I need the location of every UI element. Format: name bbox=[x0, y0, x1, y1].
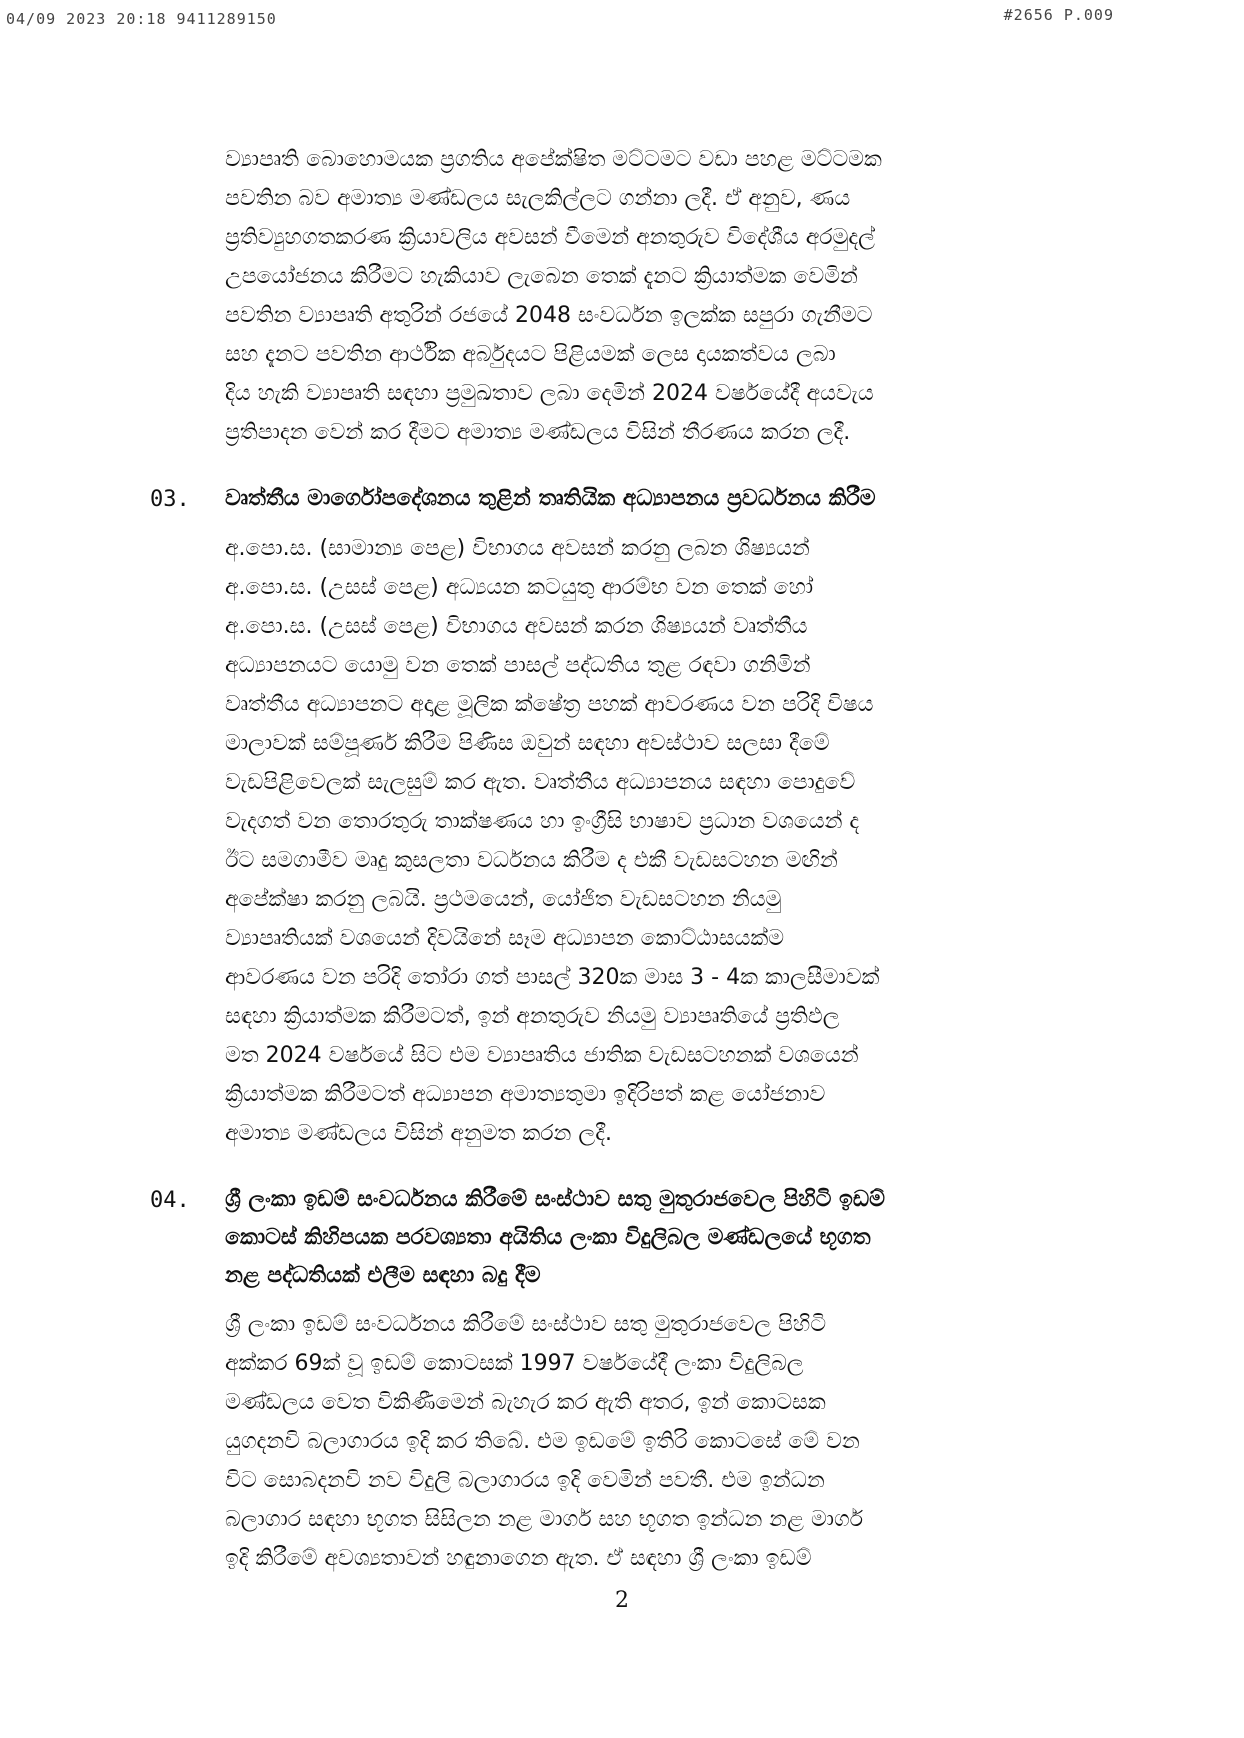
fax-header-right: #2656 P.009 bbox=[1003, 6, 1114, 24]
section-04 bbox=[150, 1181, 1080, 1295]
section-number: 03. bbox=[150, 487, 190, 512]
section-number: 04. bbox=[150, 1188, 190, 1213]
page-number: 2 bbox=[615, 1588, 629, 1613]
section-03 bbox=[150, 480, 1080, 519]
document-body bbox=[150, 140, 1080, 1578]
section-04-body: ශ්‍රී ලංකා ඉඩම් සංවර්ධනය කිරීමේ සංස්ථාව සතු මුතුරාජවෙල පිහිටි අක්කර 69ක් වූ ඉඩම් කොටසක් 1997 වර්ෂයේදී ලංකා විදුලිබල මණ්ඩලය වෙත විකිණීමෙන් බැහැර කර ඇති අතර, ඉන් කොටසක යුගදනවි බලාගාරය ඉදි කර තිබේ. එම ඉඩමේ ඉතිරි කොටසේ මේ වන විට සොබදනවි නව විදුලි බලාගාරය ඉදි වෙමින් පවතී. එම ඉන්ධන බලාගාර සඳහා භූගත සිසිලන නළ මාර්ග සහ භූගත ඉන්ධන නළ මාර්ග ඉදි කිරීමේ අවශ්‍යතාවන් හඳුනාගෙන ඇත. ඒ සඳහා ශ්‍රී ලංකා ඉඩම් bbox=[225, 1312, 864, 1571]
section-03-body: අ.පො.ස. (සාමාන්‍ය පෙළ) විභාගය අවසන් කරනු ලබන ශිෂ්‍යයන් අ.පො.ස. (උසස් පෙළ) අධ්‍යයන කටයුතු ආරම්භ වන තෙක් හෝ අ.පො.ස. (උසස් පෙළ) විභාගය අවසන් කරන ශිෂ්‍යයන් වෘත්තීය අධ්‍යාපනයට යොමු වන තෙක් පාසල් පද්ධතිය තුළ රඳවා ගනිමින් වෘත්තීය අධ්‍යාපනට අදාළ මූලික ක්ෂේත්‍ර පහක් ආවරණය වන පරිදි විෂය මාලාවක් සම්පූර්ණ කිරීම පිණිස ඔවුන් සඳහා අවස්ථාව සලසා දීමේ වැඩපිළිවෙලක් සැලසුම් කර ඇත. වෘත්තීය අධ්‍යාපනය සඳහා පොදුවේ වැදගත් වන තොරතුරු තාක්ෂණය හා ඉංග්‍රීසි භාෂාව ප්‍රධාන වශයෙන් ද ඊට සමගාමීව මෘදු කුසලතා වර්ධනය කිරීම ද එකී වැඩසටහන මඟින් අපේක්ෂා කරනු ලබයි. ප්‍රථමයෙන්, යෝජිත වැඩසටහන නියමු ව්‍යාපෘතියක් වශයෙන් දිවයිනේ සෑම අධ්‍යාපන කොට්ඨාසයක්ම ආවරණය වන පරිදි තෝරා ගත් පාසල් 320ක මාස 3 - 4ක කාලසීමාවක් සඳහා ක්‍රියාත්මක කිරීමටත්, ඉන් අනතුරුව නියමු ව්‍යාපෘතියේ ප්‍රතිඵල මත 2024 වර්ෂයේ සිට එම ව්‍යාපෘතිය ජාතික වැඩසටහනක් වශයෙන් ක්‍රියාත්මක කිරීමටත් අධ්‍යාපන අමාත්‍යතුමා ඉදිරිපත් කළ යෝජනාව අමාත්‍ය මණ්ඩලය විසින් අනුමත කරන ලදී. bbox=[225, 536, 880, 1146]
intro-paragraph: ව්‍යාපෘති බොහොමයක ප්‍රගතිය අපේක්ෂිත මට්ටමට වඩා පහළ මට්ටමක පවතින බව අමාත්‍ය මණ්ඩලය සැලකිල්ලට ගන්නා ලදී. ඒ අනුව, ණය ප්‍රතිව්‍යුහගතකරණ ක්‍රියාවලිය අවසන් වීමෙන් අනතුරුව විදේශීය අරමුදල් උපයෝජනය කිරීමට හැකියාව ලැබෙන තෙක් දැනට ක්‍රියාත්මක වෙමින් පවතින ව්‍යාපෘති අතුරින් රජයේ 2048 සංවර්ධන ඉලක්ක සපුරා ගැනීමට සහ දැනට පවතින ආර්ථික අර්බුදයට පිළියමක් ලෙස දායකත්වය ලබා දිය හැකි ව්‍යාපෘති සඳහා ප්‍රමුඛතාව ලබා දෙමින් 2024 වර්ෂයේදී අයවැය ප්‍රතිපාදන වෙන් කර දීමට අමාත්‍ය මණ්ඩලය විසින් තීරණය කරන ලදී. bbox=[225, 147, 882, 445]
fax-header-left: 04/09 2023 20:18 9411289150 bbox=[6, 10, 277, 28]
section-heading: ශ්‍රී ලංකා ඉඩම් සංවර්ධනය කිරීමේ සංස්ථාව සතු මුතුරාජවෙල පිහිටි ඉඩම් කොටස් කිහිපයක පරවශ්‍යතා අයිතිය ලංකා විදුලිබල මණ්ඩලයේ භූගත නළ පද්ධතියක් එලීම සඳහා බදු දීම bbox=[225, 1187, 885, 1288]
section-heading: වෘත්තීය මාර්ගෝපදේශනය තුළින් තෘතියික අධ්‍යාපනය ප්‍රවර්ධනය කිරීම bbox=[225, 486, 876, 511]
